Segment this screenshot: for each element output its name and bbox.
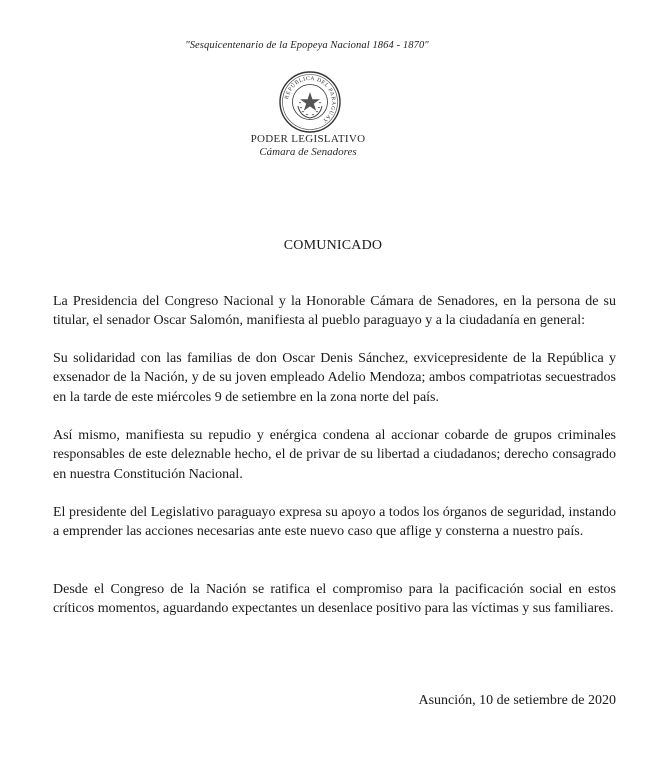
paragraph-intro: La Presidencia del Congreso Nacional y la Honorable Cámara de Senadores, en la persona de su titular, el senador Oscar Salomón, manifiesta al pueblo paraguayo y a la ciudadanía en general: (53, 294, 616, 329)
institution-block (0, 133, 616, 159)
seal-ring-text: REPÚBLICA DEL PARAGUAY (284, 75, 337, 124)
header-motto: "Sesquicentenario de la Epopeya Nacional 1864 - 1870" (185, 40, 429, 51)
document-title: COMUNICADO (283, 238, 383, 253)
paragraph-support: El presidente del Legislativo paraguayo expresa su apoyo a todos los órganos de seguridad, instando a emprender las acciones necesarias ante este nuevo caso que aflige y consterna a nuestro país. (53, 505, 616, 540)
paragraph-commitment: Desde el Congreso de la Nación se ratifica el compromiso para la pacificación social en estos críticos momentos, aguardando expectantes un desenlace positivo para las víctimas y sus familiares. (53, 582, 616, 617)
institution-name: PODER LEGISLATIVO (250, 133, 366, 145)
place-date: Asunción, 10 de setiembre de 2020 (418, 693, 616, 708)
national-seal-icon (278, 70, 342, 134)
paragraph-solidarity: Su solidaridad con las familias de don Oscar Denis Sánchez, exvicepresidente de la República y exsenador de la Nación, y de su joven empleado Adelio Mendoza; ambos compatriotas secuestrados en la tarde de este miércoles 9 de setiembre en la zona norte del país. (53, 351, 616, 405)
paragraph-condemnation: Así mismo, manifiesta su repudio y enérgica condena al accionar cobarde de grupos criminales responsables de este deleznable hecho, el de privar de su libertad a ciudadanos; derecho consagrado en nuestra Constitución Nacional. (53, 428, 616, 482)
chamber-name: Cámara de Senadores (259, 146, 357, 158)
